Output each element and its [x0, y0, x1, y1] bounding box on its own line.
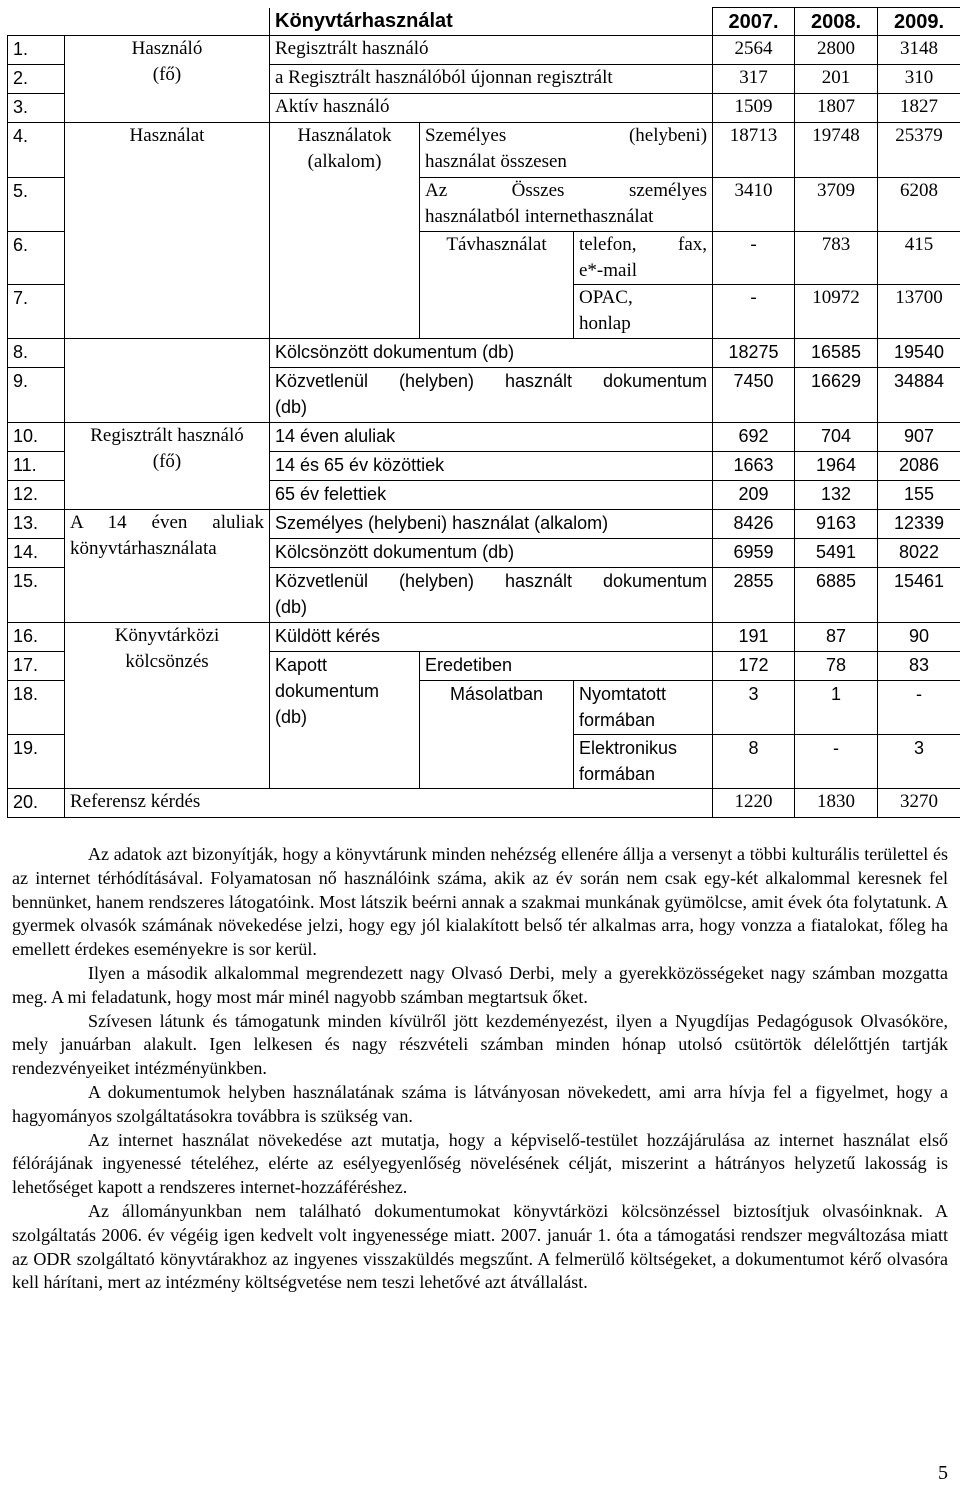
- cell-value: 18713: [713, 123, 795, 178]
- cell-value: 83: [878, 652, 960, 681]
- table-row: [8, 36, 960, 65]
- cell-value: 7450: [713, 368, 795, 423]
- cell-value: 2855: [713, 568, 795, 623]
- cell-value: 19540: [878, 339, 960, 368]
- cell-value: 3270: [878, 789, 960, 818]
- row-label: Személyes (helybeni) használat (alkalom): [270, 510, 713, 539]
- cell-value: 209: [713, 481, 795, 510]
- cell-value: 87: [795, 623, 878, 652]
- cell-value: 1220: [713, 789, 795, 818]
- cell-value: 1663: [713, 452, 795, 481]
- cell-value: 78: [795, 652, 878, 681]
- body-text: [12, 843, 948, 1295]
- row-number: 7.: [8, 285, 65, 339]
- row-label: telefon, fax, e*-mail: [574, 232, 713, 285]
- row-number: 5.: [8, 178, 65, 232]
- cell-value: 2086: [878, 452, 960, 481]
- row-label: Személyes (helybeni) használat összesen: [420, 123, 713, 178]
- year-header: 2009.: [878, 8, 960, 36]
- row-number: 17.: [8, 652, 65, 681]
- cell-value: 9163: [795, 510, 878, 539]
- cell-value: 5491: [795, 539, 878, 568]
- row-label: OPAC, honlap: [574, 285, 713, 339]
- cell-value: 692: [713, 423, 795, 452]
- cell-value: 8022: [878, 539, 960, 568]
- cell-value: 6885: [795, 568, 878, 623]
- cell-value: 1807: [795, 94, 878, 123]
- cell-value: 1964: [795, 452, 878, 481]
- year-header: 2008.: [795, 8, 878, 36]
- cell-value: 34884: [878, 368, 960, 423]
- cell-value: 310: [878, 65, 960, 94]
- cell-value: 13700: [878, 285, 960, 339]
- row-number: 11.: [8, 452, 65, 481]
- cell-value: 1830: [795, 789, 878, 818]
- cell-value: 155: [878, 481, 960, 510]
- cell-value: 907: [878, 423, 960, 452]
- row-label: 65 év felettiek: [270, 481, 713, 510]
- cell-value: 1509: [713, 94, 795, 123]
- cell-value: -: [878, 681, 960, 735]
- row-number: 10.: [8, 423, 65, 452]
- cell-value: 415: [878, 232, 960, 285]
- cell-value: 8426: [713, 510, 795, 539]
- cell-value: 132: [795, 481, 878, 510]
- row-number: 4.: [8, 123, 65, 178]
- group-tavhasznalat: Távhasználat: [420, 232, 574, 339]
- library-usage-table: [7, 7, 960, 818]
- row-number: 16.: [8, 623, 65, 652]
- cell-value: 704: [795, 423, 878, 452]
- cell-value: 6959: [713, 539, 795, 568]
- row-number: 15.: [8, 568, 65, 623]
- cell-value: 1: [795, 681, 878, 735]
- page-number: 5: [938, 1462, 948, 1484]
- row-label: Eredetiben: [420, 652, 713, 681]
- cell-value: -: [713, 232, 795, 285]
- cell-value: 2564: [713, 36, 795, 65]
- row-number: 13.: [8, 510, 65, 539]
- table-title: Könyvtárhasználat: [270, 8, 713, 36]
- row-number: 9.: [8, 368, 65, 423]
- cell-value: 201: [795, 65, 878, 94]
- cell-value: 15461: [878, 568, 960, 623]
- group-konyvtarkozi: Könyvtárközi kölcsönzés: [65, 623, 270, 789]
- cell-value: -: [795, 735, 878, 789]
- row-label: Kölcsönzött dokumentum (db): [270, 339, 713, 368]
- cell-value: -: [713, 285, 795, 339]
- paragraph: Az állományunkban nem található dokumentumokat könyvtárközi kölcsönzéssel biztosítjuk olvasóinknak. A szolgáltatás 2006. év végéig igen kedvelt volt ingyenessége miatt. 2007. január 1. óta a támogatási rendszer megváltozása miatt az ODR szolgáltató könyvtárakhoz az ingyenes visszaküldés megszűnt. A felmerülő költségeket, a dokumentumot kérő olvasóra kell hárítani, mert az intézmény költségvetése nem teszi lehetővé azt átvállalást.: [12, 1200, 948, 1293]
- table-row: [8, 339, 960, 368]
- cell-value: 191: [713, 623, 795, 652]
- table-row: [8, 423, 960, 452]
- table-row: [8, 510, 960, 539]
- row-label: Küldött kérés: [270, 623, 713, 652]
- group-hasznalatok: Használatok (alkalom): [270, 123, 420, 339]
- paragraph: Az adatok azt bizonyítják, hogy a könyvtárunk minden nehézség ellenére állja a versenyt a többi kulturális területtel és az internet térhódításával. Folyamatosan nő használóink száma, akik az év során nem csak egy-két alkalommal keresnek fel bennünket, hanem rendszeres látogatóink. Most látszik beérni annak a szakmai munkának gyümölcse, amit évek óta folytatunk. A gyermek olvasók számának növekedése jelzi, hogy egy jól kialakított belső tér alkalmas arra, hogy vonzza a fiatalokat, főleg ha emellett érdekes eseményekre is sor kerül.: [12, 844, 948, 960]
- group-regisztralt: Regisztrált használó (fő): [65, 423, 270, 510]
- cell-value: 8: [713, 735, 795, 789]
- cell-value: 783: [795, 232, 878, 285]
- cell-value: 19748: [795, 123, 878, 178]
- row-number: 20.: [8, 789, 65, 818]
- row-number: 2.: [8, 65, 65, 94]
- paragraph: Ilyen a második alkalommal megrendezett nagy Olvasó Derbi, mely a gyerekközösségeket nagy számban mozgatta meg. A mi feladatunk, hogy most már minél nagyobb számban megtartsuk őket.: [12, 962, 948, 1007]
- row-label: Közvetlenül (helyben) használt dokumentum (db): [270, 568, 713, 623]
- cell-value: 6208: [878, 178, 960, 232]
- cell-value: 90: [878, 623, 960, 652]
- row-number: 8.: [8, 339, 65, 368]
- row-number: 19.: [8, 735, 65, 789]
- cell-value: 317: [713, 65, 795, 94]
- row-label: Regisztrált használó: [270, 36, 713, 65]
- row-label: Kölcsönzött dokumentum (db): [270, 539, 713, 568]
- cell-value: 3410: [713, 178, 795, 232]
- cell-value: 3: [878, 735, 960, 789]
- row-number: 18.: [8, 681, 65, 735]
- row-number: 14.: [8, 539, 65, 568]
- cell-value: 18275: [713, 339, 795, 368]
- row-label: Aktív használó: [270, 94, 713, 123]
- row-label: a Regisztrált használóból újonnan regisztrált: [270, 65, 713, 94]
- group-masolatban: Másolatban: [420, 681, 574, 789]
- table-row: [8, 123, 960, 178]
- group-hasznalo: Használó (fő): [65, 36, 270, 123]
- paragraph: Az internet használat növekedése azt mutatja, hogy a képviselő-testület hozzájárulása az internet használat első félórájának ingyenessé tételéhez, elérte az esélyegyenlőség növelésének célját, miszerint a hátrányos helyzetű lakosság is lehetőséget kapott a rendszeres internet-hozzáféréshez.: [12, 1129, 948, 1198]
- cell-value: 16629: [795, 368, 878, 423]
- row-label: 14 és 65 év közöttiek: [270, 452, 713, 481]
- year-header: 2007.: [713, 8, 795, 36]
- paragraph: A dokumentumok helyben használatának száma is látványosan növekedett, ami arra hívja fel a figyelmet, hogy a hagyományos szolgáltatásokra továbbra is szükség van.: [12, 1081, 948, 1126]
- cell-value: 2800: [795, 36, 878, 65]
- row-number: 6.: [8, 232, 65, 285]
- row-label: 14 éven aluliak: [270, 423, 713, 452]
- cell-value: 10972: [795, 285, 878, 339]
- row-label: Nyomtatott formában: [574, 681, 713, 735]
- cell-value: 3: [713, 681, 795, 735]
- cell-value: 3148: [878, 36, 960, 65]
- group-hasznalat: Használat: [65, 123, 270, 339]
- paragraph: Szívesen látunk és támogatunk minden kívülről jött kezdeményezést, ilyen a Nyugdíjas Pedagógusok Olvasóköre, mely januárban alakult. Igen lelkesen és nagy részvételi számban minden hónap utolsó csütörtök délelőttjén tartják rendezvényeiket intézményünkben.: [12, 1010, 948, 1079]
- table-row: [8, 623, 960, 652]
- row-label: Közvetlenül (helyben) használt dokumentum (db): [270, 368, 713, 423]
- table-row: [8, 789, 960, 818]
- row-number: 12.: [8, 481, 65, 510]
- cell-value: 16585: [795, 339, 878, 368]
- cell-value: 12339: [878, 510, 960, 539]
- row-label: Az Összes személyes használatból internethasználat: [420, 178, 713, 232]
- row-label: Elektronikus formában: [574, 735, 713, 789]
- cell-value: 3709: [795, 178, 878, 232]
- cell-value: 172: [713, 652, 795, 681]
- group-gyermek: A 14 éven aluliak könyvtárhasználata: [65, 510, 270, 623]
- cell-value: 25379: [878, 123, 960, 178]
- group-kapott: Kapott dokumentum (db): [270, 652, 420, 789]
- cell-value: 1827: [878, 94, 960, 123]
- row-number: 3.: [8, 94, 65, 123]
- row-number: 1.: [8, 36, 65, 65]
- row-label: Referensz kérdés: [65, 789, 713, 818]
